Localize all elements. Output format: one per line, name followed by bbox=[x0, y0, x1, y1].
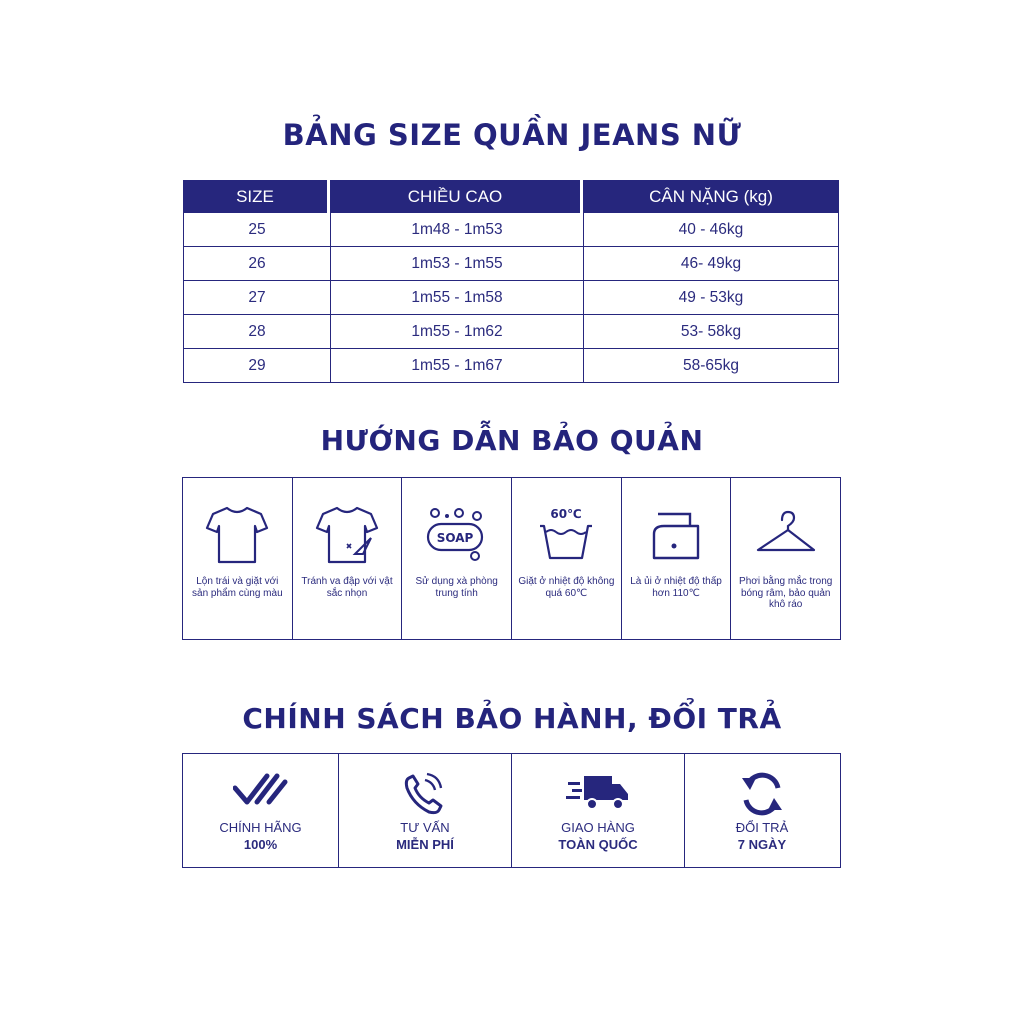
policy-item-consult bbox=[339, 754, 512, 867]
policy-line1: GIAO HÀNG bbox=[561, 820, 635, 835]
care-text: Là ủi ở nhiệt độ thấp hơn 110℃ bbox=[630, 576, 722, 599]
header-weight: CÂN NẶNG (kg) bbox=[583, 180, 839, 213]
policy-line2: 7 NGÀY bbox=[737, 837, 787, 852]
size-table bbox=[183, 180, 839, 383]
wash-temp-label: 60℃ bbox=[550, 507, 582, 521]
weight-cell: 53- 58kg bbox=[583, 315, 839, 348]
size-cell: 25 bbox=[183, 213, 330, 246]
care-item-turn-inside-out bbox=[183, 478, 293, 639]
care-text: Tránh va đập với vật sắc nhọn bbox=[301, 576, 393, 599]
size-table-header bbox=[183, 180, 839, 213]
tshirt-icon bbox=[205, 504, 269, 566]
care-item-hang-dry bbox=[731, 478, 840, 639]
care-grid bbox=[182, 477, 841, 640]
size-cell: 26 bbox=[183, 247, 330, 280]
table-row bbox=[183, 281, 839, 315]
weight-cell: 40 - 46kg bbox=[583, 213, 839, 246]
care-item-neutral-soap bbox=[402, 478, 512, 639]
height-cell: 1m55 - 1m62 bbox=[330, 315, 583, 348]
care-text: Giặt ở nhiệt độ không quá 60℃ bbox=[518, 576, 615, 599]
truck-icon bbox=[566, 772, 630, 812]
policy-line1: ĐỔI TRẢ bbox=[735, 820, 789, 835]
header-size: SIZE bbox=[183, 180, 330, 213]
table-row bbox=[183, 247, 839, 281]
policy-item-authentic bbox=[183, 754, 339, 867]
weight-cell: 49 - 53kg bbox=[583, 281, 839, 314]
height-cell: 1m55 - 1m67 bbox=[330, 349, 583, 382]
phone-icon bbox=[403, 772, 447, 816]
care-item-wash-60 bbox=[512, 478, 622, 639]
size-cell: 28 bbox=[183, 315, 330, 348]
policy-grid bbox=[182, 753, 841, 868]
height-cell: 1m48 - 1m53 bbox=[330, 213, 583, 246]
size-table-title: BẢNG SIZE QUẦN JEANS NỮ bbox=[282, 118, 742, 152]
height-cell: 1m53 - 1m55 bbox=[330, 247, 583, 280]
policy-title: CHÍNH SÁCH BẢO HÀNH, ĐỔI TRẢ bbox=[242, 702, 782, 735]
care-text: Phơi bằng mắc trong bóng râm, bảo quản khô ráo bbox=[739, 576, 833, 610]
refresh-icon bbox=[738, 772, 786, 816]
weight-cell: 58-65kg bbox=[583, 349, 839, 382]
weight-cell: 46- 49kg bbox=[583, 247, 839, 280]
double-check-icon bbox=[233, 772, 289, 808]
care-text: Lộn trái và giặt với sản phẩm cùng màu bbox=[192, 576, 283, 599]
care-item-avoid-sharp bbox=[293, 478, 403, 639]
soap-label: SOAP bbox=[436, 531, 473, 545]
table-row bbox=[183, 349, 839, 383]
size-cell: 29 bbox=[183, 349, 330, 382]
hanger-icon bbox=[754, 504, 818, 566]
policy-item-return bbox=[685, 754, 839, 867]
soap-icon bbox=[425, 504, 489, 566]
table-row bbox=[183, 213, 839, 247]
policy-line2: 100% bbox=[243, 837, 278, 852]
iron-icon bbox=[644, 504, 708, 566]
policy-line2: TOÀN QUỐC bbox=[558, 837, 638, 852]
tshirt-sharp-icon bbox=[315, 504, 379, 566]
care-text: Sử dụng xà phòng trung tính bbox=[415, 576, 498, 599]
care-title: HƯỚNG DẪN BẢO QUẢN bbox=[320, 424, 704, 457]
policy-line1: CHÍNH HÃNG bbox=[219, 820, 302, 835]
care-item-iron bbox=[622, 478, 732, 639]
table-row bbox=[183, 315, 839, 349]
policy-line2: MIỄN PHÍ bbox=[396, 837, 454, 852]
header-height: CHIỀU CAO bbox=[330, 180, 583, 213]
policy-line1: TƯ VẤN bbox=[400, 820, 450, 835]
wash-60-icon bbox=[534, 504, 598, 566]
policy-item-shipping bbox=[512, 754, 685, 867]
height-cell: 1m55 - 1m58 bbox=[330, 281, 583, 314]
size-cell: 27 bbox=[183, 281, 330, 314]
